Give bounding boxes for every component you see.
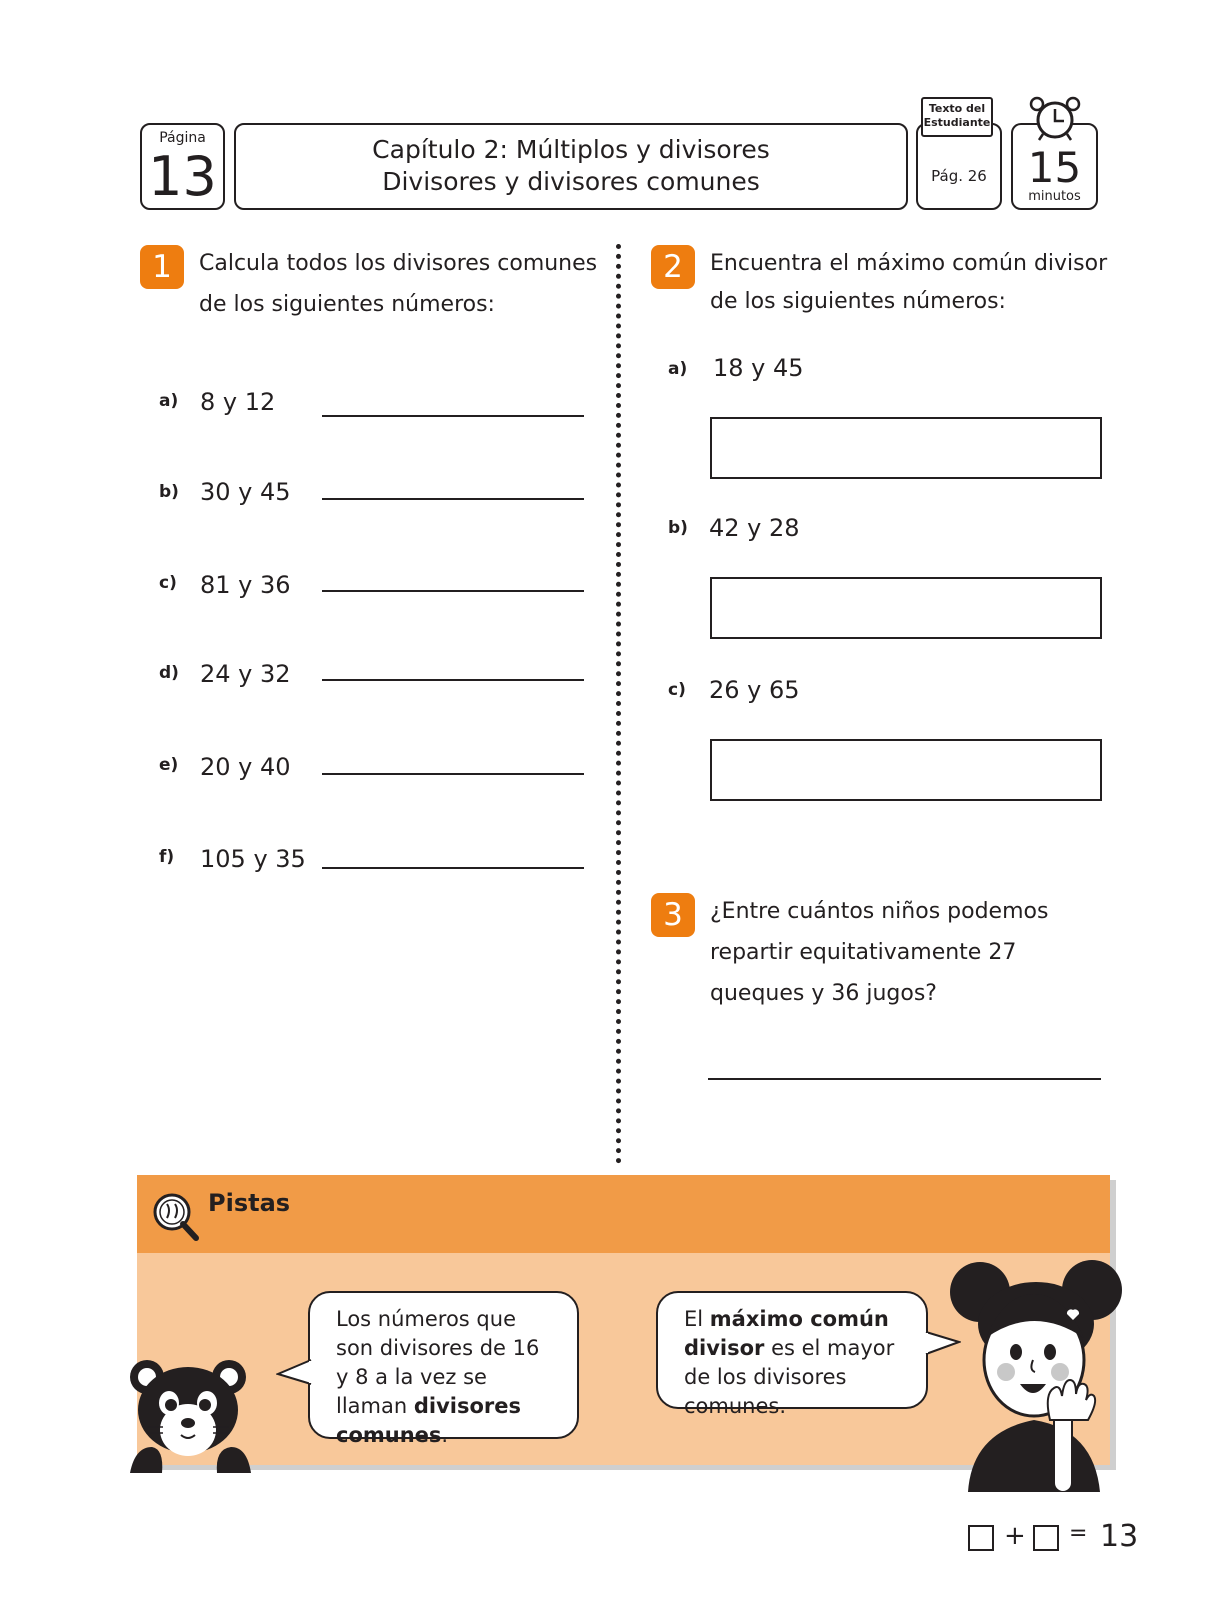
q2-item-letter: b)	[668, 518, 688, 538]
plus-sign: +	[1004, 1521, 1026, 1551]
q1-item-letter: a)	[159, 391, 179, 411]
q1-item-text: 81 y 36	[200, 571, 291, 599]
score-total: 13	[1100, 1519, 1139, 1554]
question-3-text-3: queques y 36 jugos?	[710, 981, 937, 1006]
q1-item-text: 8 y 12	[200, 388, 276, 416]
page-label: Página	[159, 130, 206, 146]
q1-item-text: 30 y 45	[200, 478, 291, 506]
hint-bubble-2	[656, 1291, 928, 1418]
q1-answer-line[interactable]	[322, 679, 584, 681]
lesson-title: Divisores y divisores comunes	[382, 167, 760, 196]
time-value: 15	[1027, 143, 1082, 192]
q2-item-letter: c)	[668, 680, 686, 700]
q1-answer-line[interactable]	[322, 773, 584, 775]
q1-item-text: 105 y 35	[200, 845, 306, 873]
hint-bubble-1	[308, 1291, 579, 1447]
q2-item-text: 42 y 28	[709, 514, 800, 542]
q2-item-text: 26 y 65	[709, 676, 800, 704]
page-number-box	[140, 123, 225, 210]
time-unit: minutos	[1028, 189, 1081, 204]
q1-item-letter: e)	[159, 755, 179, 775]
magnifier-icon	[150, 1192, 206, 1248]
q2-answer-box[interactable]	[710, 417, 1102, 479]
q1-answer-line[interactable]	[322, 867, 584, 869]
hint-1-text: Los números que son divisores de 16 y 8 a la vez se llaman	[336, 1307, 540, 1418]
q1-item-letter: d)	[159, 663, 179, 683]
q1-answer-line[interactable]	[322, 590, 584, 592]
hint-1-bold: divisores comunes	[336, 1394, 522, 1447]
question-3-text-2: repartir equitativamente 27	[710, 940, 1017, 965]
bubble-1-tail	[276, 1358, 312, 1388]
column-divider	[616, 244, 621, 1164]
q1-item-text: 20 y 40	[200, 753, 291, 781]
equals-sign: =	[1069, 1521, 1088, 1546]
score-box-2[interactable]	[1033, 1525, 1059, 1551]
q1-item-text: 24 y 32	[200, 660, 291, 688]
textbook-label-2: Estudiante	[923, 116, 991, 129]
q1-item-letter: b)	[159, 482, 179, 502]
q1-item-letter: c)	[159, 573, 177, 593]
textbook-label-1: Texto del	[928, 102, 986, 115]
hint-2-start: El	[684, 1307, 710, 1331]
question-3-badge: 3	[651, 893, 695, 937]
q2-answer-box[interactable]	[710, 577, 1102, 639]
q1-answer-line[interactable]	[322, 415, 584, 417]
question-2-text-2: de los siguientes números:	[710, 289, 1006, 314]
title-box	[234, 123, 908, 210]
animal-character-illustration	[125, 1355, 255, 1475]
hint-2-text: es el mayor de los divisores comunes.	[684, 1336, 895, 1418]
question-2-text-1: Encuentra el máximo común divisor	[710, 251, 1108, 276]
q2-item-letter: a)	[668, 359, 688, 379]
hint-2-bold: máximo común divisor	[684, 1307, 889, 1360]
q2-answer-box[interactable]	[710, 739, 1102, 801]
q1-item-letter: f)	[159, 847, 175, 867]
question-2-badge: 2	[651, 245, 695, 289]
question-1-badge: 1	[140, 245, 184, 289]
score-box-1[interactable]	[968, 1525, 994, 1551]
textbook-page: Pág. 26	[931, 167, 987, 185]
q3-answer-line[interactable]	[708, 1078, 1101, 1080]
alarm-clock-icon	[1027, 96, 1083, 142]
q1-answer-line[interactable]	[322, 498, 584, 500]
question-3-text-1: ¿Entre cuántos niños podemos	[710, 899, 1049, 924]
q2-item-text: 18 y 45	[713, 354, 804, 382]
hints-title: Pistas	[208, 1189, 291, 1217]
hint-1-end: .	[441, 1423, 449, 1447]
girl-character-illustration	[950, 1252, 1125, 1492]
textbook-icon	[921, 97, 993, 137]
question-1-text-2: de los siguientes números:	[199, 292, 495, 317]
question-1-text-1: Calcula todos los divisores comunes	[199, 251, 598, 276]
chapter-title: Capítulo 2: Múltiplos y divisores	[372, 135, 770, 164]
page-number: 13	[148, 145, 217, 208]
